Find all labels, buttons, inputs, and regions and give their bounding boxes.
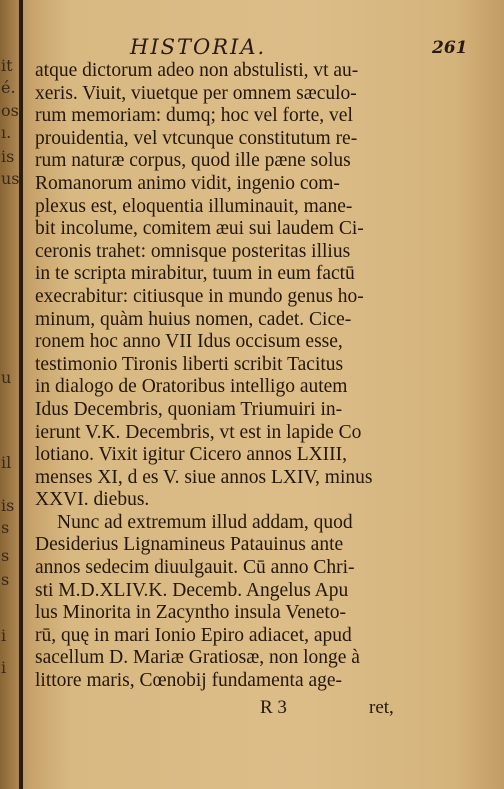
text-line: rum memoriam: dumq; hoc vel forte, vel <box>35 105 353 127</box>
gutter-shadow <box>19 0 23 789</box>
signature-mark: R 3 <box>260 697 287 718</box>
catchword: ret, <box>369 697 394 718</box>
text-line: ierunt V.K. Decembris, vt est in lapide Co <box>35 421 362 443</box>
text-line: Idus Decembris, quoniam Triumuiri in- <box>35 398 343 420</box>
text-line: in te scripta mirabitur, tuum in eum factū <box>35 263 355 285</box>
body-text <box>35 60 405 693</box>
text-line: lotiano. Vixit igitur Cicero annos LXIII, <box>35 444 348 466</box>
paragraph-start-line: Nunc ad extremum illud addam, quod <box>57 511 353 533</box>
text-line: lus Minorita in Zacyntho insula Veneto- <box>35 602 347 624</box>
margin-bleed-text: u <box>1 368 12 387</box>
margin-bleed-text: is <box>1 147 15 166</box>
margin-bleed-text: i <box>1 658 7 677</box>
margin-bleed-text: il <box>1 453 12 472</box>
text-line: atque dictorum adeo non abstulisti, vt au- <box>35 60 359 81</box>
text-line: rum naturæ corpus, quod ille pæne solus <box>35 150 351 172</box>
text-line: littore maris, Cœnobij fundamenta age- <box>35 670 343 692</box>
text-line: testimonio Tironis liberti scribit Tacitus <box>35 353 344 375</box>
text-line: xeris. Viuit, viuetque per omnem sæculo- <box>35 82 357 104</box>
margin-bleed-text: i <box>1 626 7 645</box>
text-line: in dialogo de Oratoribus intelligo autem <box>35 376 348 398</box>
text-line: plexus est, eloquentia illuminauit, mane- <box>35 195 353 217</box>
text-line: execrabitur: citiusque in mundo genus ho- <box>35 285 364 307</box>
text-line: XXVI. diebus. <box>35 489 150 511</box>
text-line: menses XI, d es V. siue annos LXIV, minus <box>35 466 373 488</box>
page-number: 261 <box>432 38 468 58</box>
margin-bleed-text: it <box>1 56 13 75</box>
text-line: minum, quàm huius nomen, cadet. Cice- <box>35 308 352 330</box>
text-line: bit incolume, comitem æui sui laudem Ci- <box>35 218 364 240</box>
text-line: ronem hoc anno VII Idus occisum esse, <box>35 331 343 353</box>
text-line: prouidentia, vel vtcunque constitutum re- <box>35 127 358 149</box>
running-title: HISTORIA. <box>130 35 267 59</box>
margin-bleed-text: s <box>1 570 10 589</box>
text-line: sacellum D. Mariæ Gratiosæ, non longe à <box>35 647 360 669</box>
margin-bleed-text: is <box>1 496 15 515</box>
margin-bleed-text: s <box>1 518 10 537</box>
margin-bleed-text: os <box>1 101 19 120</box>
text-line: ceronis trahet: omnisque posteritas illius <box>35 240 351 262</box>
text-line: Desiderius Lignamineus Patauinus ante <box>35 534 344 556</box>
margin-bleed-text: ı. <box>1 123 12 142</box>
text-line: annos sedecim diuulgauit. Cū anno Chri- <box>35 557 355 579</box>
margin-bleed-text: us <box>1 169 20 188</box>
text-line: Romanorum animo vidit, ingenio com- <box>35 172 340 194</box>
text-line: sti M.D.XLIV.K. Decemb. Angelus Apu <box>35 579 349 601</box>
text-line: rū, quę in mari Ionio Epiro adiacet, apud <box>35 624 352 646</box>
margin-bleed-text: s <box>1 546 10 565</box>
margin-bleed-text: é. <box>1 78 16 97</box>
